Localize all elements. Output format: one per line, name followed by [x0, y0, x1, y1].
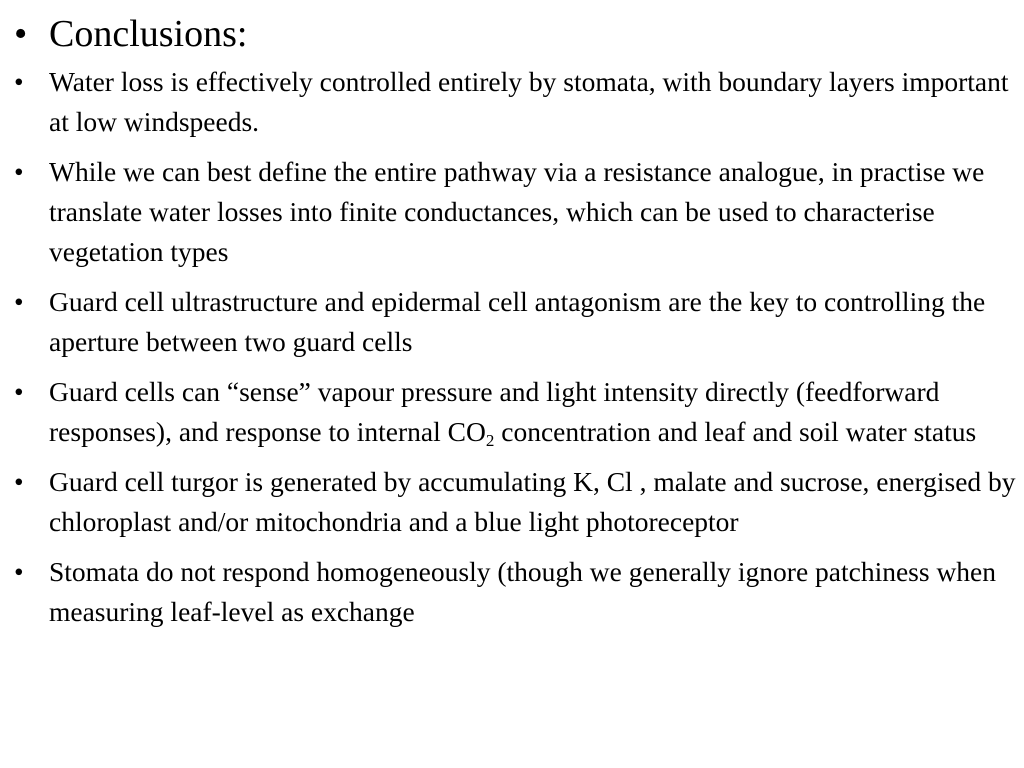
list-item-text: Guard cell turgor is generated by accumulating K, Cl , malate and sucrose, energised by chloroplast and/or mitochondria and a blue light photoreceptor: [49, 466, 1016, 537]
list-item: [0, 152, 1024, 272]
list-item-text-after: concentration and leaf and soil water status: [494, 416, 977, 447]
list-item-text: Water loss is effectively controlled entirely by stomata, with boundary layers important at low windspeeds.: [49, 66, 1009, 137]
heading-item: [0, 10, 1024, 58]
bullet-icon: •: [14, 156, 24, 187]
bullet-icon: •: [14, 466, 24, 497]
bullet-icon: •: [14, 286, 24, 317]
list-item-text: While we can best define the entire pathway via a resistance analogue, in practise we translate water losses into finite conductances, which can be used to characterise vegetation types: [49, 156, 985, 267]
bullet-icon: •: [14, 556, 24, 587]
bullet-icon: •: [14, 66, 24, 97]
list-item-text: Stomata do not respond homogeneously (though we generally ignore patchiness when measuring leaf-level as exchange: [49, 556, 997, 627]
bullet-icon: •: [14, 13, 28, 55]
slide-heading: Conclusions:: [49, 13, 248, 55]
bullet-icon: •: [14, 376, 24, 407]
list-item: [0, 372, 1024, 452]
list-item: [0, 462, 1024, 542]
list-item-text-before: Guard cells can “sense” vapour pressure and light intensity directly (feedforward responses), and response to internal CO: [49, 376, 940, 447]
list-item: [0, 282, 1024, 362]
co2-subscript: 2: [485, 431, 495, 451]
list-item: [0, 62, 1024, 142]
conclusions-list: [0, 10, 1024, 642]
list-item: [0, 552, 1024, 632]
list-item-text: Guard cell ultrastructure and epidermal cell antagonism are the key to controlling the aperture between two guard cells: [49, 286, 986, 357]
